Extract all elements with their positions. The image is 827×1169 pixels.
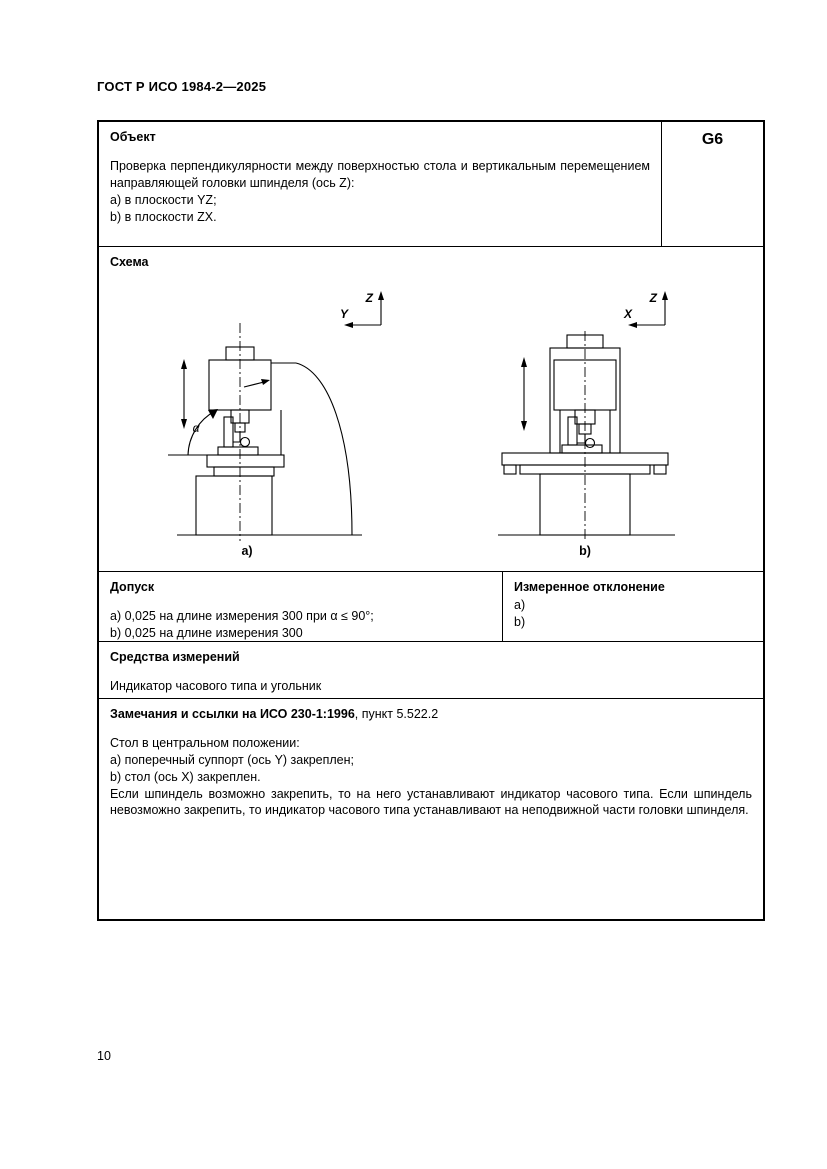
angle-alpha-label: α: [192, 420, 200, 435]
notes-line-2: b) стол (ось X) закреплен.: [110, 769, 261, 784]
schema-row: [99, 247, 763, 572]
object-cell: [99, 122, 661, 246]
diagram-a-label: a): [241, 543, 253, 558]
check-code: G6: [701, 131, 724, 148]
standard-designation: ГОСТ Р ИСО 1984-2—2025: [97, 79, 267, 94]
diagram-b-label: b): [579, 543, 591, 558]
axis-y-label: Y: [339, 306, 348, 321]
machine-side-view: [168, 347, 362, 535]
indicator-stem-b: [577, 434, 585, 443]
deviation-item-a: a): [514, 597, 526, 612]
deviation-cell: [502, 572, 763, 641]
square-gauge: [224, 417, 233, 447]
tolerance-item-b: b) 0,025 на длине измерения 300: [110, 625, 303, 640]
notes-line-0: Стол в центральном положении:: [110, 735, 300, 750]
notes-body: Если шпиндель возможно закрепить, то на него устанавливают индикатор часового типа. Если шпиндель невозможно закрепить, то индикатор часового типа устанавливают на неподвижной части головки шпинделя.: [110, 786, 752, 818]
object-title: Объект: [110, 130, 156, 144]
deviation-item-b: b): [514, 614, 526, 629]
indicator-stem-a: [233, 432, 240, 442]
axes-zy: [340, 291, 384, 328]
instruments-row: [99, 642, 763, 699]
notes-row: [99, 699, 763, 919]
notes-title-bold: Замечания и ссылки на ИСО 230-1:1996: [110, 707, 355, 721]
tolerance-row: [99, 572, 763, 642]
page-number: 10: [97, 1049, 111, 1063]
diagram-b: [480, 283, 710, 561]
dial-indicator-b: [586, 438, 595, 447]
object-item-a: a) в плоскости YZ;: [110, 192, 217, 207]
axis-z-label-a: Z: [365, 290, 373, 305]
diagrams-container: [110, 283, 752, 561]
schema-title: Схема: [110, 255, 149, 269]
tolerance-item-a: a) 0,025 на длине измерения 300 при α ≤ 90°;: [110, 608, 374, 623]
travel-arrow-a: [181, 359, 187, 429]
angle-alpha: [188, 409, 218, 455]
axis-x-label: X: [623, 306, 632, 321]
notes-title-rest: , пункт 5.522.2: [354, 707, 439, 721]
diagram-a: [152, 283, 402, 561]
travel-arrow-b: [521, 357, 527, 431]
deviation-title: Измеренное отклонение: [514, 580, 665, 594]
notes-line-1: a) поперечный суппорт (ось Y) закреплен;: [110, 752, 355, 767]
axis-z-label-b: Z: [649, 290, 657, 305]
check-table: [97, 120, 765, 921]
square-gauge-b: [568, 417, 577, 445]
tolerance-cell: [99, 572, 502, 641]
tolerance-title: Допуск: [110, 580, 155, 594]
check-code-cell: [661, 122, 763, 246]
object-description: Проверка перпендикулярности между поверхностью стола и вертикальным перемещением направляющей головки шпинделя (ось Z):: [110, 158, 650, 190]
axes-zx: [623, 291, 668, 328]
instruments-body: Индикатор часового типа и угольник: [110, 678, 322, 693]
dial-indicator-a: [241, 437, 250, 446]
object-item-b: b) в плоскости ZX.: [110, 209, 217, 224]
object-row: [99, 122, 763, 247]
notes-title: [110, 706, 752, 723]
instruments-title: Средства измерений: [110, 650, 240, 664]
